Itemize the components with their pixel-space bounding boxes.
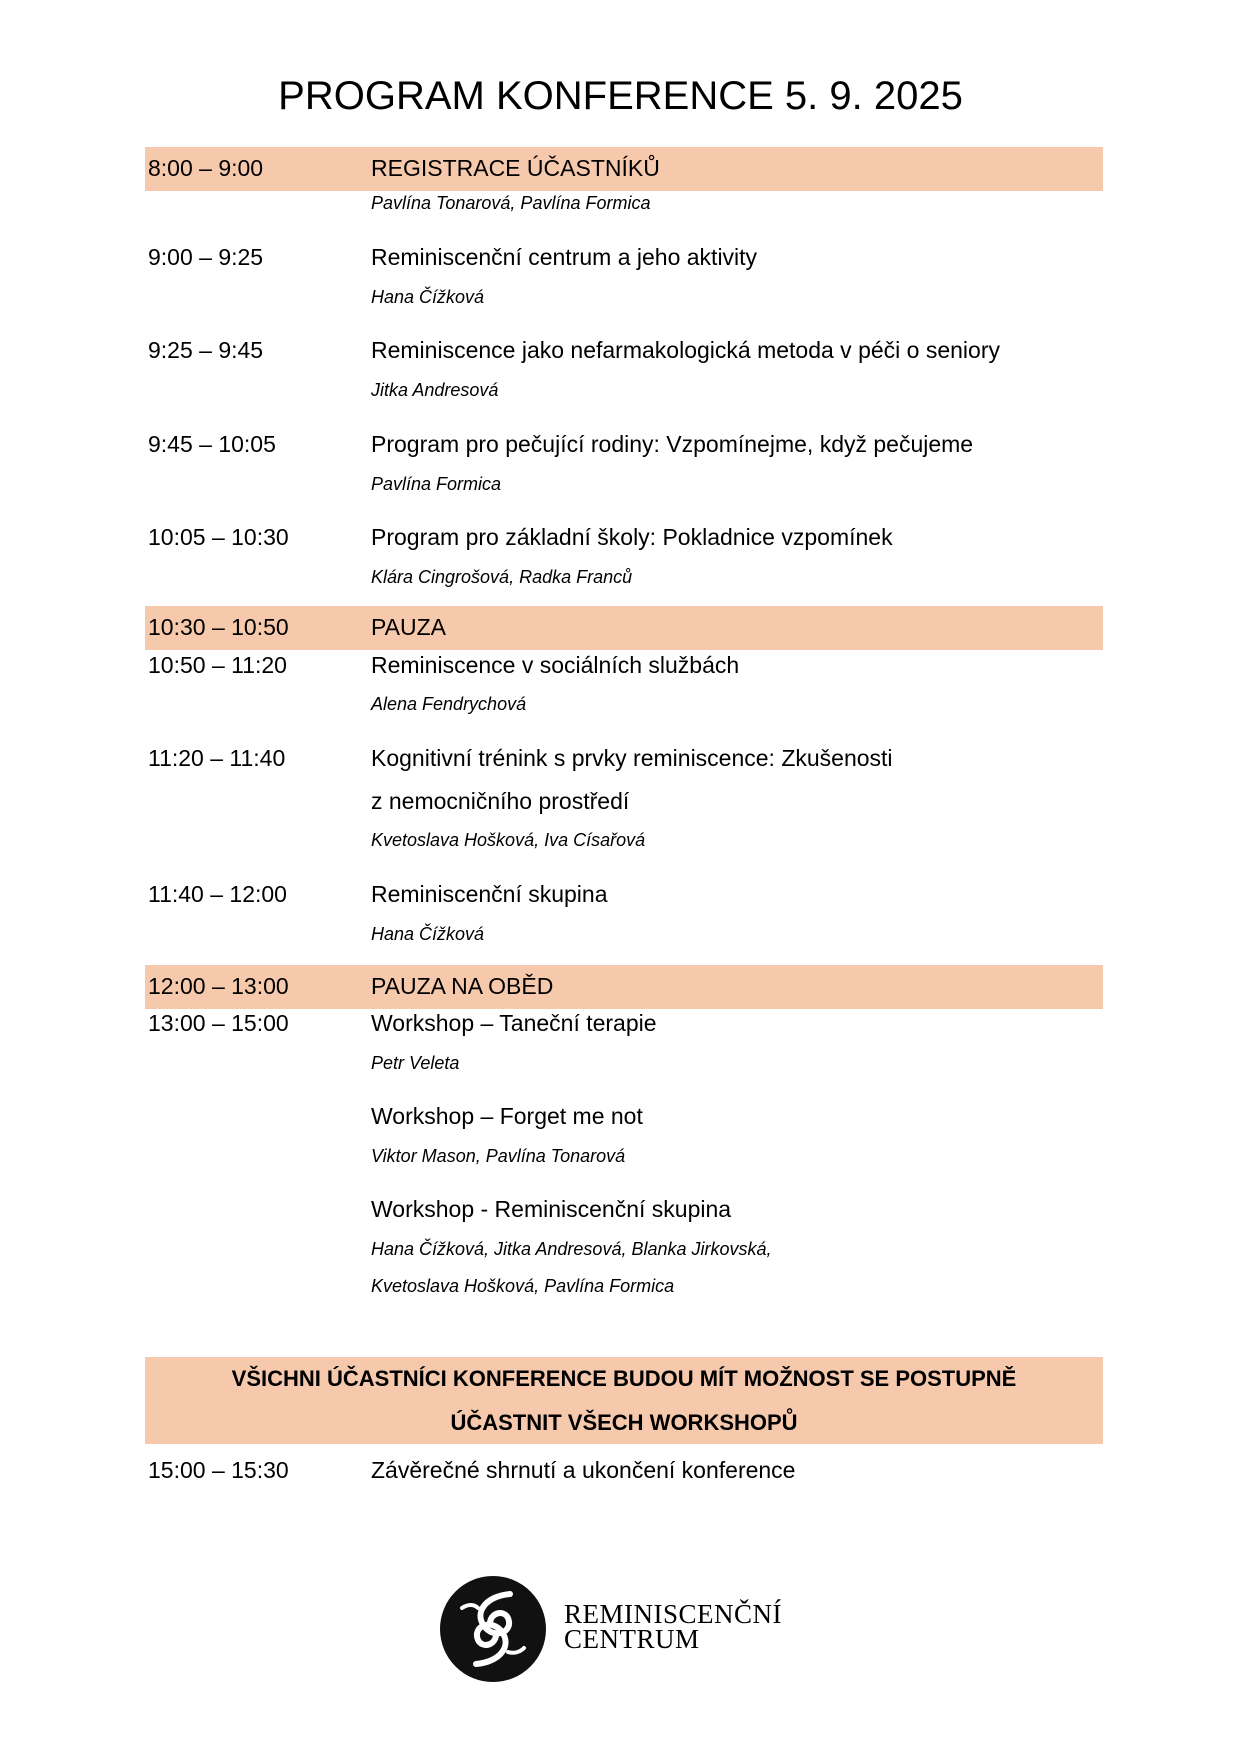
- session-title: REGISTRACE ÚČASTNÍKŮ: [371, 155, 660, 181]
- time-slot: 9:00 – 9:25: [148, 244, 264, 270]
- logo-wordmark: [564, 1599, 783, 1654]
- workshop-speakers: Kvetoslava Hošková, Pavlína Formica: [371, 1276, 675, 1296]
- time-slot: 10:30 – 10:50: [148, 614, 289, 640]
- workshop-title: Workshop - Reminiscenční skupina: [371, 1196, 732, 1222]
- program-row-lunch-break: [145, 965, 1103, 1009]
- session-title-continued: z nemocničního prostředí: [371, 788, 630, 814]
- time-slot: 11:40 – 12:00: [148, 881, 287, 907]
- time-slot: 10:50 – 11:20: [148, 652, 287, 678]
- notice-line: VŠICHNI ÚČASTNÍCI KONFERENCE BUDOU MÍT MOŽNOST SE POSTUPNĚ: [231, 1366, 1017, 1391]
- time-slot: 9:25 – 9:45: [148, 337, 264, 363]
- notice-line: ÚČASTNIT VŠECH WORKSHOPŮ: [450, 1410, 798, 1435]
- session-speakers: Alena Fendrychová: [371, 694, 527, 714]
- session-title: Reminiscenční centrum a jeho aktivity: [371, 244, 758, 270]
- session-speakers: Pavlína Formica: [371, 474, 502, 494]
- session-speakers: Hana Čížková: [371, 924, 485, 944]
- time-slot: 11:20 – 11:40: [148, 745, 286, 771]
- logo-text-line: REMINISCENČNÍ: [564, 1599, 783, 1629]
- session-title: PAUZA: [371, 614, 446, 640]
- workshop-title: Workshop – Taneční terapie: [371, 1010, 657, 1036]
- session-speakers: Kvetoslava Hošková, Iva Císařová: [371, 830, 646, 850]
- time-slot: 9:45 – 10:05: [148, 431, 276, 457]
- session-title: Program pro základní školy: Pokladnice vzpomínek: [371, 524, 893, 550]
- session-speakers: Pavlína Tonarová, Pavlína Formica: [371, 193, 651, 213]
- session-speakers: Hana Čížková: [371, 287, 485, 307]
- workshop-title: Workshop – Forget me not: [371, 1103, 643, 1129]
- reminiscence-centre-logo: [438, 1574, 818, 1684]
- page-title: PROGRAM KONFERENCE 5. 9. 2025: [278, 74, 963, 118]
- time-slot: 12:00 – 13:00: [148, 973, 289, 999]
- session-title: Kognitivní trénink s prvky reminiscence: Zkušenosti: [371, 745, 893, 771]
- session-title: PAUZA NA OBĚD: [371, 973, 554, 999]
- session-title: Reminiscenční skupina: [371, 881, 608, 907]
- workshop-speakers: Viktor Mason, Pavlína Tonarová: [371, 1146, 626, 1166]
- session-title: Program pro pečující rodiny: Vzpomínejme, když pečujeme: [371, 431, 974, 457]
- logo-text-line: CENTRUM: [564, 1624, 700, 1654]
- session-speakers: Jitka Andresová: [371, 380, 499, 400]
- session-title: Reminiscence jako nefarmakologická metoda v péči o seniory: [371, 337, 1000, 363]
- program-row-break: [145, 606, 1103, 650]
- program-row-registration: [145, 147, 1103, 191]
- workshop-speakers: Hana Čížková, Jitka Andresová, Blanka Jirkovská,: [371, 1239, 772, 1259]
- swirl-logo-icon: [438, 1574, 548, 1684]
- time-slot: 15:00 – 15:30: [148, 1457, 289, 1483]
- workshops-notice: [145, 1357, 1103, 1444]
- time-slot: 8:00 – 9:00: [148, 155, 264, 181]
- workshop-speakers: Petr Veleta: [371, 1053, 460, 1073]
- time-slot: 10:05 – 10:30: [148, 524, 289, 550]
- time-slot: 13:00 – 15:00: [148, 1010, 289, 1036]
- session-title: Reminiscence v sociálních službách: [371, 652, 740, 678]
- session-speakers: Klára Cingrošová, Radka Franců: [371, 567, 633, 587]
- session-title: Závěrečné shrnutí a ukončení konference: [371, 1457, 796, 1483]
